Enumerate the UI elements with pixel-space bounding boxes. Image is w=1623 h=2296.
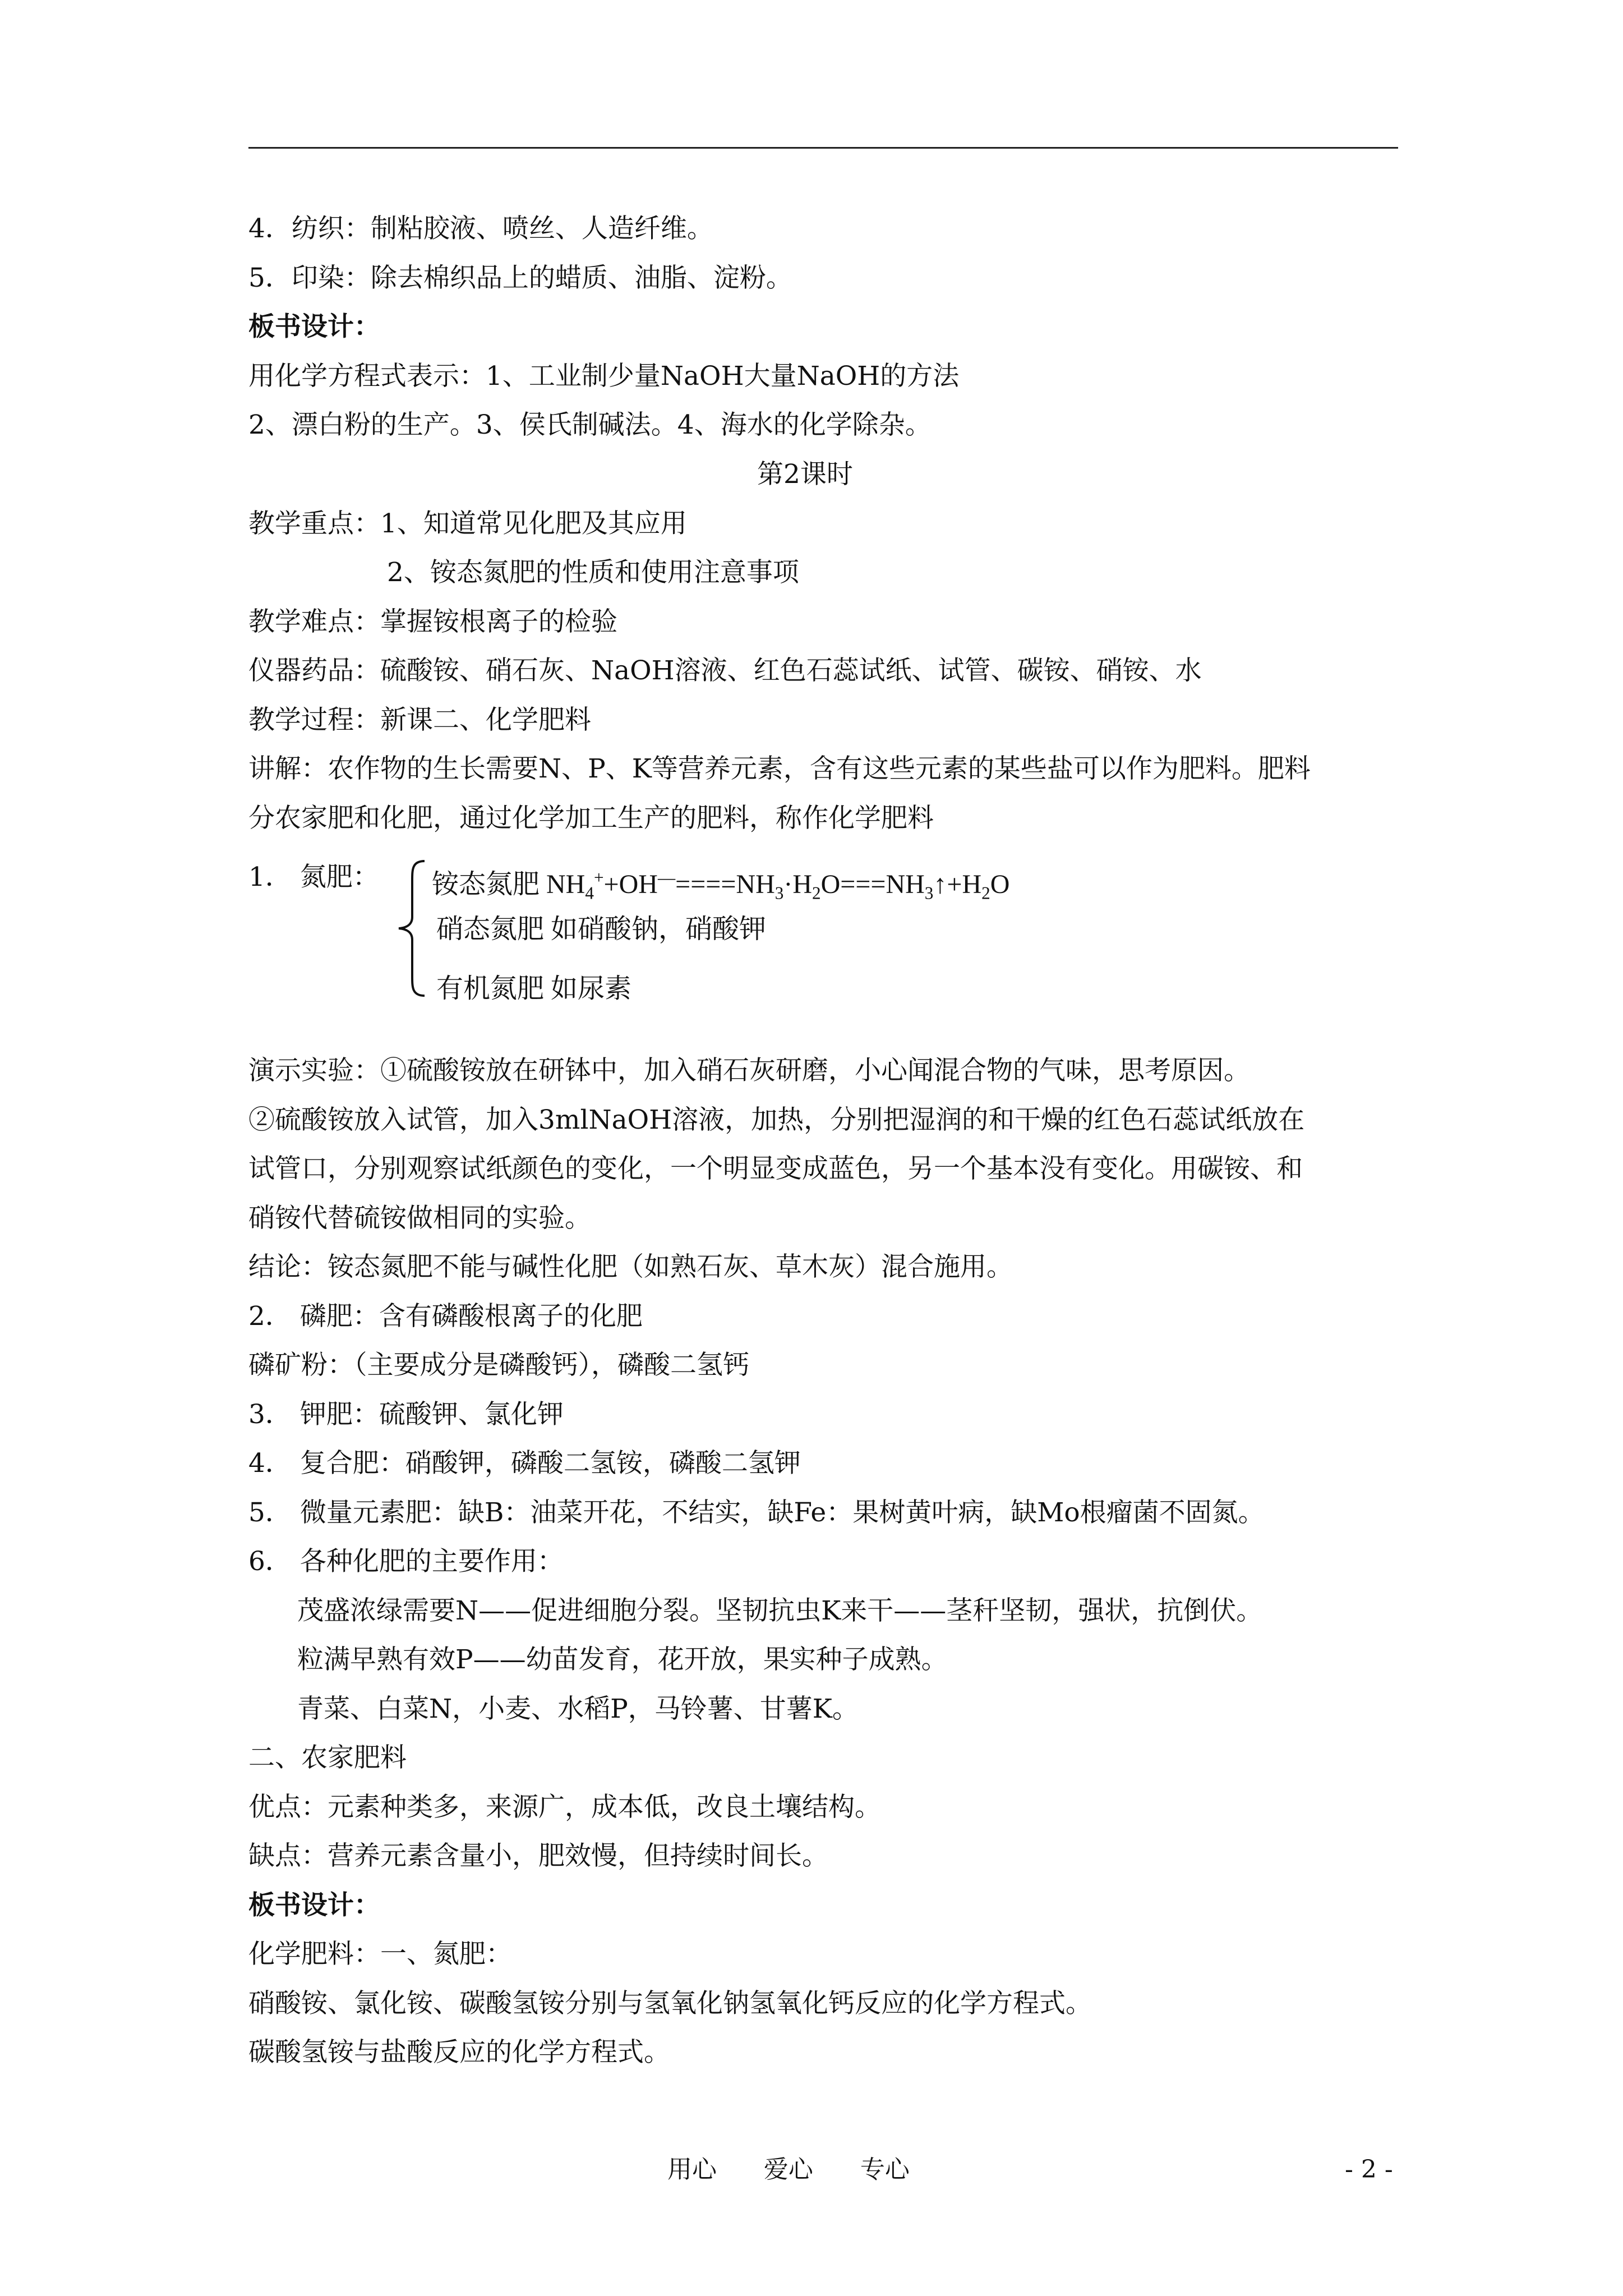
footer-motto: 用心 爱心 专心 [667,2155,910,2184]
text-line: 3． 钾肥：硫酸钾、氯化钾 [248,1399,564,1430]
text-line: 2． 磷肥：含有磷酸根离子的化肥 [248,1301,643,1332]
formula-part: — [657,868,676,887]
formula-part: 4 [585,883,594,903]
formula-part: ·H [783,869,812,899]
text-line: 5．印染：除去棉织品上的蜡质、油脂、淀粉。 [248,263,792,293]
section-heading: 板书设计： [248,1890,380,1921]
text-line: 教学过程：新课二、化学肥料 [248,705,591,735]
formula-part: O===NH [820,869,925,899]
page-number: - 2 - [1345,2155,1393,2184]
text-line: 教学重点：1、知道常见化肥及其应用 [248,508,687,539]
text-line: 1． 氮肥： [248,862,379,892]
formula-nitrate: 硝态氮肥 如硝酸钠，硝酸钾 [436,914,767,944]
text-line: 化学肥料：一、氮肥： [248,1939,512,1970]
text-line: 磷矿粉：（主要成分是磷酸钙），磷酸二氢钙 [248,1350,749,1381]
formula-organic: 有机氮肥 如尿素 [436,974,632,1004]
text-line: 6． 各种化肥的主要作用： [248,1546,564,1577]
text-line: 4．纺织：制粘胶液、喷丝、人造纤维。 [248,213,713,244]
formula-part: O [990,869,1010,899]
formula-part: 3 [774,883,784,903]
text-line: 2、铵态氮肥的性质和使用注意事项 [387,557,799,588]
formula-part: ====NH [675,869,775,899]
text-line: ②硫酸铵放入试管，加入3mlNaOH溶液，加热，分别把湿润的和干燥的红色石蕊试纸放在 [248,1105,1305,1135]
text-line: 茂盛浓绿需要N——促进细胞分裂。坚韧抗虫K来干——茎秆坚韧，强状，抗倒伏。 [297,1595,1263,1626]
text-line: 教学难点：掌握铵根离子的检验 [248,606,617,637]
text-line: 粒满早熟有效P——幼苗发育，花开放，果实种子成熟。 [297,1644,948,1675]
lesson-title: 第2课时 [757,459,853,490]
formula-part: ↑+H [933,869,982,899]
text-line: 优点：元素种类多，来源广，成本低，改良土壤结构。 [248,1792,881,1823]
formula-part: +OH [603,869,658,899]
text-line: 用化学方程式表示：1、工业制少量NaOH大量NaOH的方法 [248,361,960,392]
formula-part: 2 [981,883,990,903]
brace-icon [395,858,429,999]
text-line: 硝酸铵、氯化铵、碳酸氢铵分别与氢氧化钠氢氧化钙反应的化学方程式。 [248,1988,1092,2019]
text-line: 硝铵代替硫铵做相同的实验。 [248,1203,591,1234]
text-line: 碳酸氢铵与盐酸反应的化学方程式。 [248,2037,670,2068]
text-line: 讲解：农作物的生长需要N、P、K等营养元素，含有这些元素的某些盐可以作为肥料。肥料 [248,753,1311,784]
formula-part: 2 [811,883,821,903]
text-line: 结论：铵态氮肥不能与碱性化肥（如熟石灰、草木灰）混合施用。 [248,1251,1013,1282]
text-line: 分农家肥和化肥，通过化学加工生产的肥料，称作化学肥料 [248,803,934,834]
formula-part: + [593,868,604,887]
text-line: 二、农家肥料 [248,1742,407,1773]
text-line: 2、漂白粉的生产。3、侯氏制碱法。4、海水的化学除杂。 [248,409,932,440]
formula-ammonium [432,861,1009,910]
text-line: 仪器药品：硫酸铵、硝石灰、NaOH溶液、红色石蕊试纸、试管、碳铵、硝铵、水 [248,655,1202,686]
text-line: 演示实验：①硫酸铵放在研钵中，加入硝石灰研磨，小心闻混合物的气味，思考原因。 [248,1055,1250,1086]
header-rule [248,147,1398,149]
text-line: 4． 复合肥：硝酸钾，磷酸二氢铵，磷酸二氢钾 [248,1448,801,1479]
text-line: 青菜、白菜N，小麦、水稻P，马铃薯、甘薯K。 [297,1694,859,1724]
text-line: 5． 微量元素肥：缺B：油菜开花，不结实，缺Fe：果树黄叶病，缺Mo根瘤菌不固氮。 [248,1497,1265,1528]
formula-part: 3 [924,883,934,903]
text-line: 缺点：营养元素含量小，肥效慢，但持续时间长。 [248,1841,828,1871]
section-heading: 板书设计： [248,311,380,342]
text-line: 试管口，分别观察试纸颜色的变化，一个明显变成蓝色，另一个基本没有变化。用碳铵、和 [248,1153,1303,1184]
formula-part: 铵态氮肥 NH [432,869,585,899]
